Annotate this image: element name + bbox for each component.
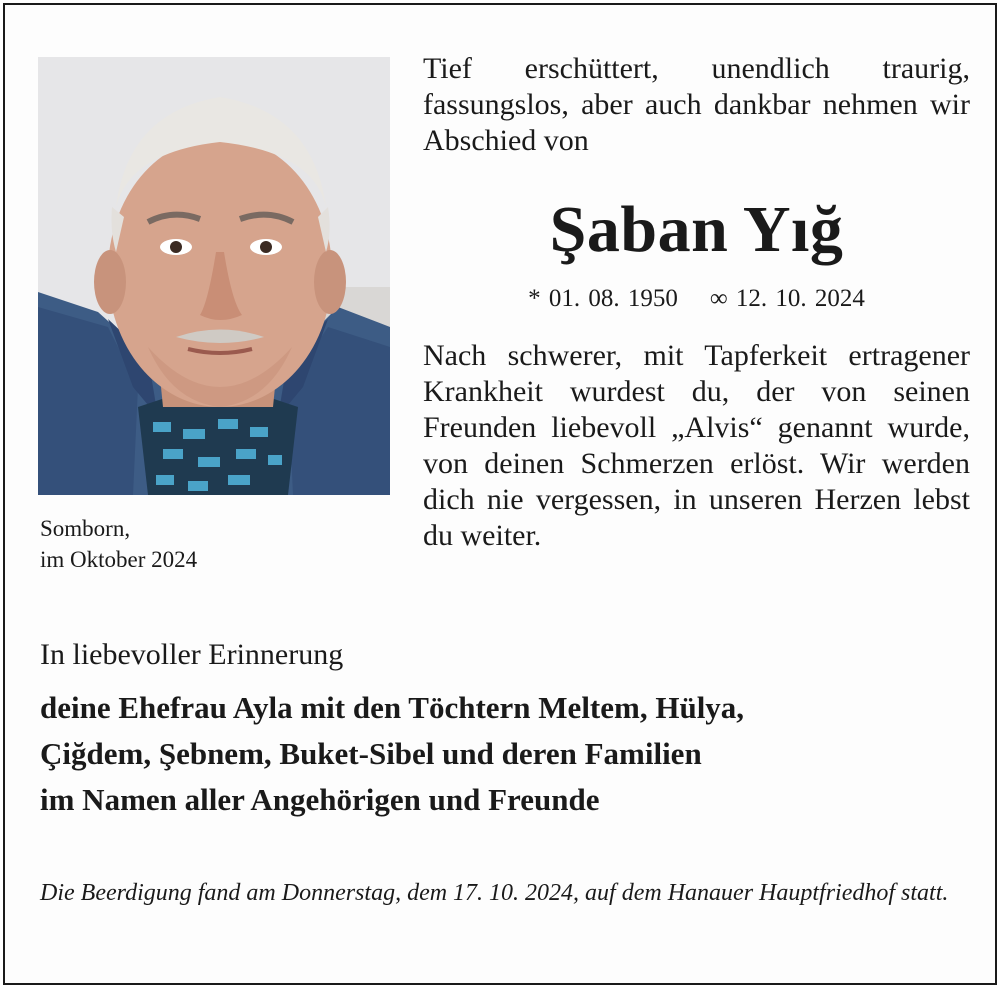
date-line: im Oktober 2024	[40, 547, 198, 572]
deceased-name: Şaban Yığ	[549, 193, 844, 266]
death-date: ∞ 12. 10. 2024	[709, 285, 865, 312]
birth-date: * 01. 08. 1950	[528, 285, 678, 312]
obituary-notice	[3, 3, 997, 985]
family-signature	[40, 685, 970, 823]
family-line-1: deine Ehefrau Ayla mit den Töchtern Meltem, Hülya,	[40, 690, 745, 725]
life-dates	[423, 283, 970, 315]
funeral-note: Die Beerdigung fand am Donnerstag, dem 17. 10. 2024, auf dem Hanauer Hauptfriedhof statt.	[40, 880, 949, 906]
family-line-3: im Namen aller Angehörigen und Freunde	[40, 782, 600, 817]
place-line: Somborn,	[40, 516, 131, 541]
memory-line: In liebevoller Erinnerung	[40, 638, 344, 671]
intro-text: Tief erschüttert, unendlich traurig, fassungslos, aber auch dankbar nehmen wir Abschied von	[423, 52, 970, 157]
tribute-text: Nach schwerer, mit Tapferkeit ertragener Krankheit wurdest du, der von seinen Freunden liebevoll „Alvis“ genannt wurde, von deinen Schmerzen erlöst. Wir werden dich nie vergessen, in unseren Herzen lebst du weiter.	[423, 339, 970, 552]
family-line-2: Çiğdem, Şebnem, Buket-Sibel und deren Familien	[40, 736, 702, 771]
portrait-photo	[38, 57, 390, 495]
place-and-date	[40, 513, 197, 575]
